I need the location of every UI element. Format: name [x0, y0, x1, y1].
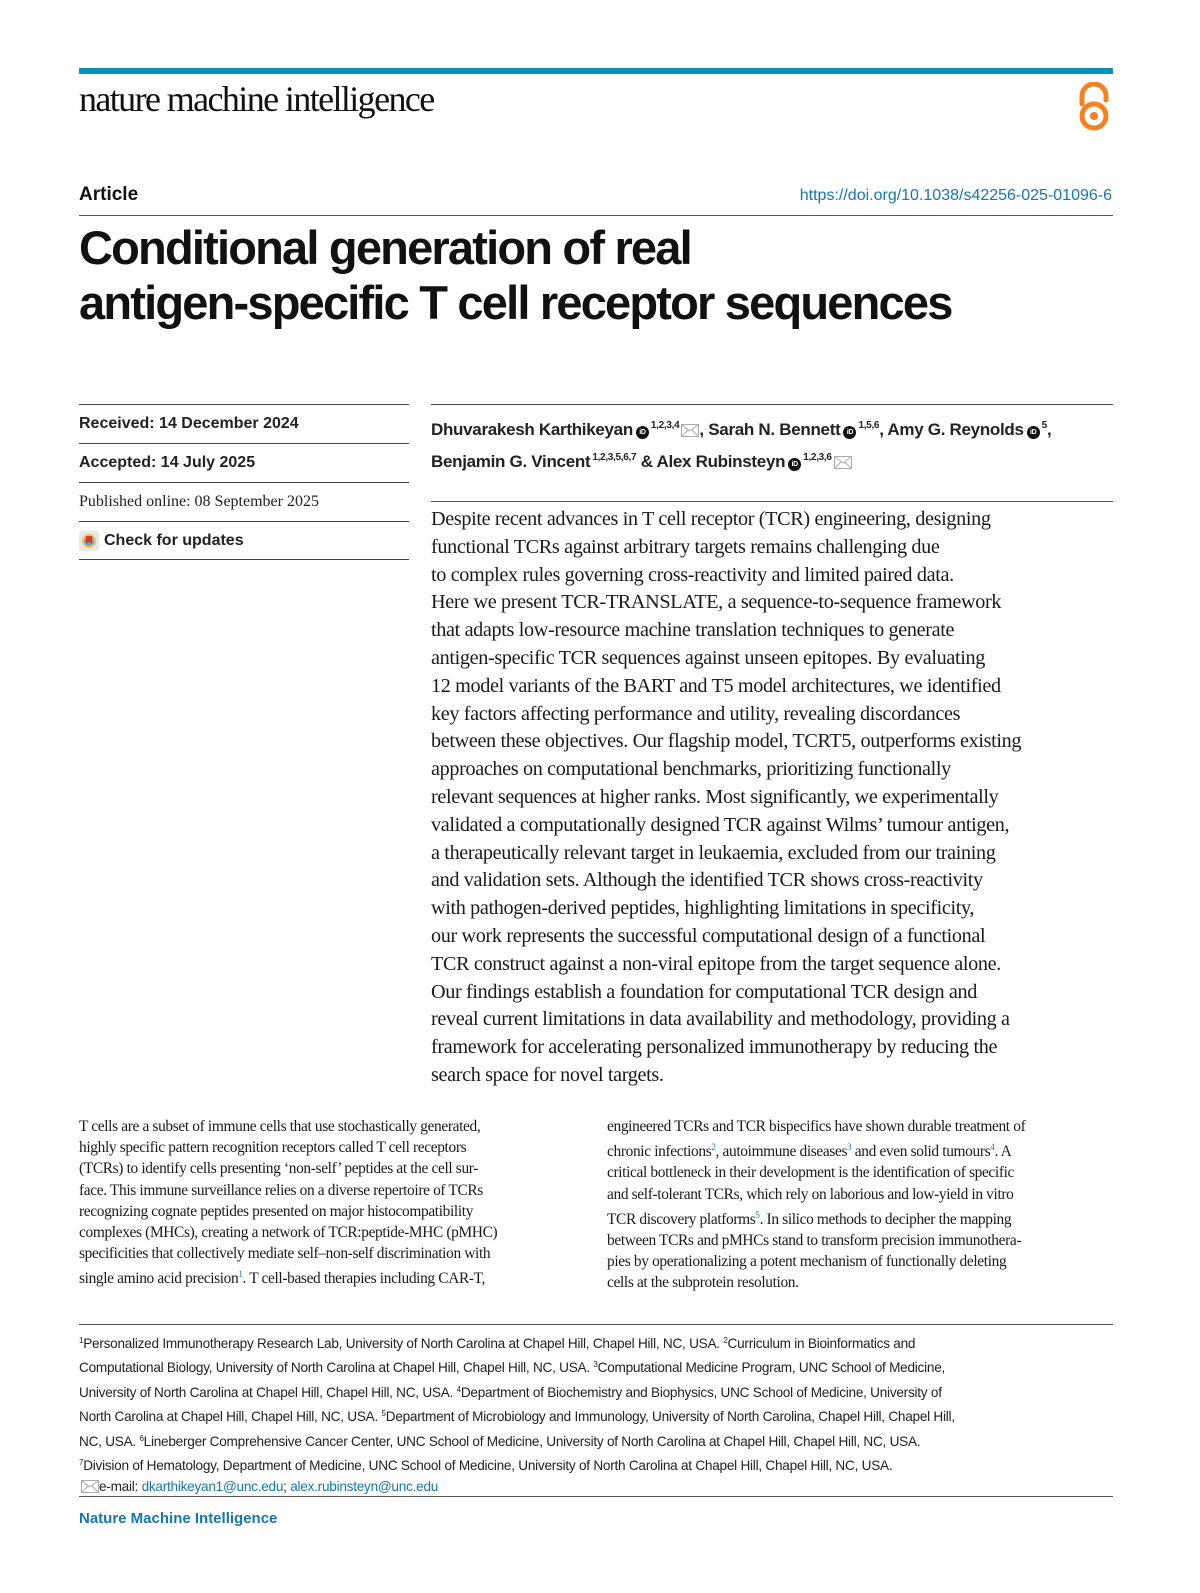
body-line: between TCRs and pMHCs stand to transform precision immunothera-: [607, 1232, 1022, 1250]
abstract-line: key factors affecting performance and utility, revealing discordances: [431, 702, 961, 725]
affiliations: [79, 1330, 1119, 1500]
abstract-line: Here we present TCR-TRANSLATE, a sequence-to-sequence framework: [431, 591, 1002, 614]
abstract-line: approaches on computational benchmarks, prioritizing functionally: [431, 758, 951, 781]
orcid-icon[interactable]: iD: [843, 426, 856, 439]
published-date: Published online: 08 September 2025: [79, 482, 409, 521]
author[interactable]: [887, 420, 1047, 439]
body-line: recognizing cognate peptides presented on major histocompatibility: [79, 1202, 474, 1220]
affiliation-line: $^7$Division of Hematology, Department of Medicine, UNC School of Medicine, University of North Carolina at Chapel Hill, Chapel Hill, NC, USA.: [79, 1458, 893, 1474]
affiliation-line: Computational Biology, University of North Carolina at Chapel Hill, Chapel Hill, NC, USA. $^3$Computational Medicine Program, UNC School of Medicine,: [79, 1360, 946, 1376]
abstract-line: to complex rules governing cross-reactivity and limited paired data.: [431, 563, 954, 586]
author-affiliation-refs: 1,2,3,6: [803, 452, 832, 463]
body-line: complexes (MHCs), creating a network of TCR:peptide-MHC (pMHC): [79, 1224, 498, 1242]
abstract-line: and validation sets. Although the identified TCR shows cross-reactivity: [431, 869, 983, 892]
citation-ref[interactable]: 1: [238, 1269, 243, 1280]
affiliation-number: 7: [79, 1458, 84, 1468]
body-line: TCR discovery platforms$^5$. In silico methods to decipher the mapping: [607, 1209, 1012, 1228]
affiliation-line: NC, USA. $^6$Lineberger Comprehensive Cancer Center, UNC School of Medicine, University of North Carolina at Chapel Hill, Chapel Hill, NC, USA.: [79, 1433, 921, 1449]
author-name[interactable]: Benjamin G. Vincent: [431, 452, 591, 471]
affiliation-number: 5: [381, 1409, 386, 1419]
email-link[interactable]: dkarthikeyan1@unc.edu: [141, 1479, 284, 1495]
affiliation-number: 6: [139, 1433, 144, 1443]
author[interactable]: [708, 420, 879, 439]
abstract-line: our work represents the successful computational design of a functional: [431, 924, 986, 947]
body-line: highly specific pattern recognition receptors called T cell receptors: [79, 1139, 467, 1157]
abstract-line: Despite recent advances in T cell receptor (TCR) engineering, designing: [431, 508, 991, 530]
body-line: pies by operationalizing a potent mechanism of functionally deleting: [607, 1253, 1007, 1271]
body-text-right-column: [607, 1116, 1113, 1294]
citation-ref[interactable]: 2: [711, 1142, 716, 1153]
affiliations-divider: [79, 1324, 1113, 1325]
affiliation-number: 4: [456, 1384, 461, 1394]
article-title: [79, 220, 1079, 330]
author[interactable]: [431, 420, 699, 439]
abstract-line: relevant sequences at higher ranks. Most significantly, we experimentally: [431, 785, 999, 808]
abstract-line: TCR construct against a non-viral epitope from the target sequence alone.: [431, 952, 1001, 975]
accepted-date: Accepted: 14 July 2025: [79, 443, 409, 482]
abstract-line: reveal current limitations in data availability and methodology, providing a: [431, 1008, 1010, 1031]
email-link[interactable]: alex.rubinsteyn@unc.edu: [290, 1479, 439, 1495]
abstract-line: 12 model variants of the BART and T5 model architectures, we identified: [431, 674, 1001, 697]
abstract-line: framework for accelerating personalized immunotherapy by reducing the: [431, 1036, 998, 1059]
mail-icon[interactable]: [681, 419, 699, 445]
author[interactable]: [656, 452, 851, 471]
journal-accent-bar: [79, 68, 1113, 74]
affiliation-number: 3: [593, 1360, 598, 1370]
citation-ref[interactable]: 3: [847, 1142, 852, 1153]
body-line: engineered TCRs and TCR bispecifics have shown durable treatment of: [607, 1118, 1026, 1135]
abstract-line: Our findings establish a foundation for computational TCR design and: [431, 980, 978, 1003]
body-line: and self-tolerant TCRs, which rely on laborious and low-yield in vitro: [607, 1185, 1014, 1203]
body-line: critical bottleneck in their development is the identification of specific: [607, 1164, 1015, 1182]
abstract-line: search space for novel targets.: [431, 1063, 664, 1086]
body-line: cells at the subprotein resolution.: [607, 1274, 799, 1292]
footer-journal-name: Nature Machine Intelligence: [79, 1510, 278, 1527]
body-line: face. This immune surveillance relies on a diverse repertoire of TCRs: [79, 1181, 483, 1199]
abstract-line: with pathogen-derived peptides, highlighting limitations in specificity,: [431, 897, 975, 920]
author-list: Dhuvarakesh Karthikeyan iD$^{1,2,3,4}$ , Sarah N. Bennett iD$^{1,5,6}$, Amy G. Reynolds $iD^5$, Benjamin G. Vincent $^{1,2,3,5,6,7}$ & Alex Rubinsteyn iD$^{1,2,3,6}$: [431, 404, 1113, 477]
check-for-updates-icon: [79, 531, 99, 551]
orcid-icon[interactable]: iD: [788, 458, 801, 471]
affiliation-line: $^1$Personalized Immunotherapy Research Lab, University of North Carolina at Chapel Hill, Chapel Hill, NC, USA. $^2$Curriculum in Bioinformatics and: [79, 1336, 916, 1351]
author-name[interactable]: Sarah N. Bennett: [708, 420, 841, 439]
author[interactable]: [431, 452, 636, 471]
affiliation-number: 2: [723, 1336, 728, 1345]
author-affiliation-refs: 1,2,3,5,6,7: [592, 452, 637, 463]
check-for-updates-button[interactable]: Check for updates: [79, 521, 409, 560]
body-text-left-column: [79, 1116, 585, 1290]
body-line: chronic infections$^2$, autoimmune diseases$^3$ and even solid tumours$^4$. A: [607, 1142, 1012, 1161]
citation-ref[interactable]: 5: [755, 1209, 760, 1220]
author-name[interactable]: Alex Rubinsteyn: [656, 452, 786, 471]
body-line: (TCRs) to identify cells presenting ‘non-self’ peptides at the cell sur-: [79, 1160, 479, 1178]
received-date: Received: 14 December 2024: [79, 404, 409, 443]
body-line: single amino acid precision$^1$. T cell-based therapies including CAR-T,: [79, 1269, 486, 1288]
abstract-divider: [431, 501, 1113, 502]
abstract-line: that adapts low-resource machine translation techniques to generate: [431, 619, 955, 642]
affiliation-number: 1: [79, 1336, 84, 1345]
abstract-line: functional TCRs against arbitrary targets remains challenging due: [431, 535, 940, 558]
author-affiliation-refs: 5: [1041, 420, 1047, 431]
open-access-lock-icon: [1076, 82, 1112, 132]
author-name[interactable]: Amy G. Reynolds: [887, 420, 1024, 439]
email-label: e-mail:: [99, 1479, 142, 1495]
doi-link[interactable]: https://doi.org/10.1038/s42256-025-01096-6: [799, 187, 1112, 204]
header-divider: [79, 215, 1113, 216]
orcid-icon[interactable]: iD: [636, 426, 649, 439]
body-line: specificities that collectively mediate self–non-self discrimination with: [79, 1245, 491, 1263]
mail-icon[interactable]: [834, 451, 852, 477]
article-dates: [79, 404, 409, 560]
affiliation-line: North Carolina at Chapel Hill, Chapel Hill, NC, USA. $^5$Department of Microbiology and Immunology, University of North Carolina, Chapel Hill, Chapel Hill,: [79, 1409, 955, 1425]
abstract-line: antigen-specific TCR sequences against unseen epitopes. By evaluating: [431, 646, 986, 669]
title-line: antigen-specific T cell receptor sequences: [79, 276, 952, 329]
title-line: Conditional generation of real: [79, 221, 691, 274]
abstract-line: validated a computationally designed TCR against Wilms’ tumour antigen,: [431, 813, 1010, 836]
journal-logo[interactable]: nature machine intelligence: [79, 79, 434, 119]
abstract-line: between these objectives. Our flagship model, TCRT5, outperforms existing: [431, 730, 1022, 753]
citation-ref[interactable]: 4: [990, 1142, 995, 1153]
article-type-label: Article: [79, 184, 139, 205]
author-affiliation-refs: 1,2,3,4: [650, 420, 680, 431]
author-name[interactable]: Dhuvarakesh Karthikeyan: [431, 420, 633, 439]
abstract: [431, 506, 1113, 1090]
affiliation-line: University of North Carolina at Chapel Hill, Chapel Hill, NC, USA. $^4$Department of Biochemistry and Biophysics, UNC School of Medicine, University of: [79, 1384, 942, 1400]
body-line: T cells are a subset of immune cells that use stochastically generated,: [79, 1118, 481, 1135]
footer-divider: [79, 1496, 1113, 1497]
orcid-icon[interactable]: iD: [1027, 426, 1040, 439]
email-line: e-mail: dkarthikeyan1@unc.edu; alex.rubinsteyn@unc.edu: [79, 1476, 1119, 1499]
author-affiliation-refs: 1,5,6: [858, 420, 880, 431]
abstract-line: a therapeutically relevant target in leukaemia, excluded from our training: [431, 841, 996, 864]
